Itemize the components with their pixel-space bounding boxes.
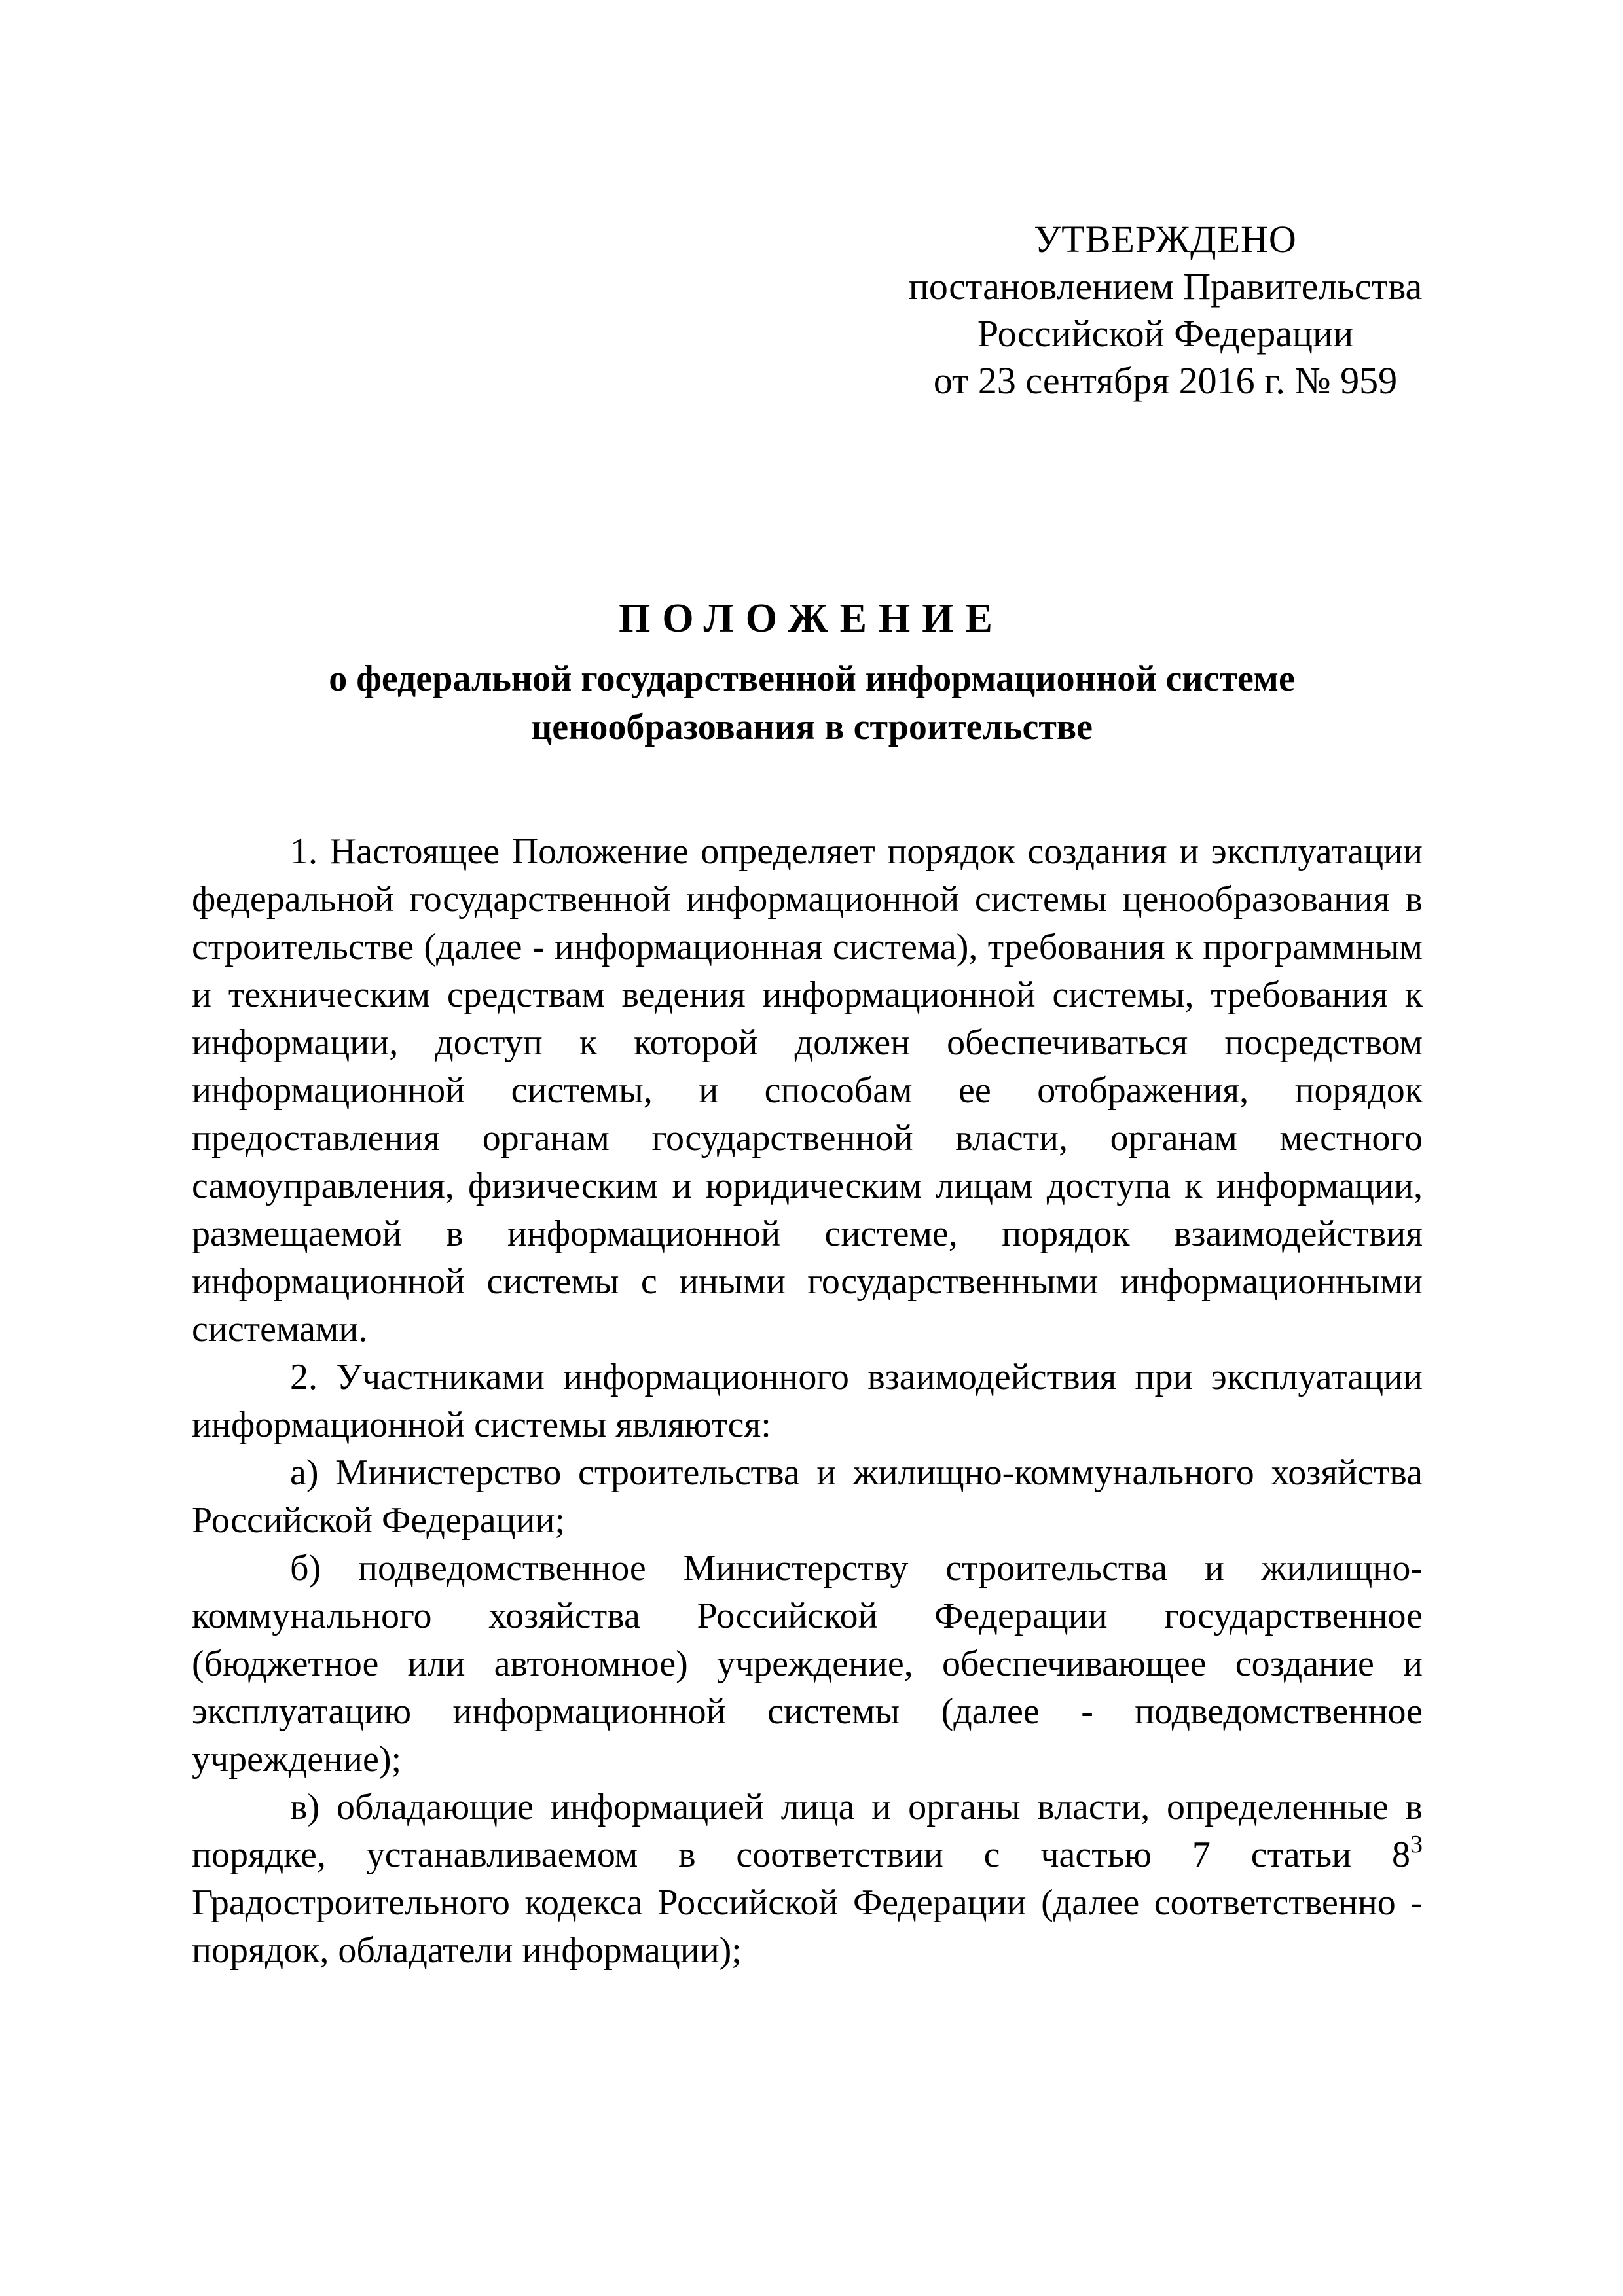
approval-decree-line: постановлением Правительства xyxy=(908,265,1423,308)
paragraph-2: 2. Участниками информационного взаимодействия при эксплуатации информационной системы являются: xyxy=(192,1357,1423,1445)
approval-date-number-line: от 23 сентября 2016 г. № 959 xyxy=(933,359,1398,402)
paragraph-2v xyxy=(192,1784,1423,1975)
paragraph-1: 1. Настоящее Положение определяет порядок создания и эксплуатации федеральной государственной информационной системы ценообразования в строительстве (далее - информационная система), требования к программным и техническим средствам ведения информационной системы, требования к информации, доступ к которой должен обеспечиваться посредством информационной системы, и способам ее отображения, порядок предоставления органам государственной власти, органам местного самоуправления, физическим и юридическим лицам доступа к информации, размещаемой в информационной системе, порядок взаимодействия информационной системы с иными государственными информационными системами. xyxy=(192,831,1423,1350)
document-subtitle xyxy=(223,655,1401,751)
paragraph-2a: а) Министерство строительства и жилищно-коммунального хозяйства Российской Федерации; xyxy=(192,1452,1423,1541)
paragraph-2v-part1: в) обладающие информацией лица и органы власти, определенные в порядке, устанавливаемом в соответствии с частью 7 статьи 8 xyxy=(192,1787,1423,1875)
paragraph-2b: б) подведомственное Министерству строительства и жилищно-коммунального хозяйства Российской Федерации государственное (бюджетное или автономное) учреждение, обеспечивающее создание и эксплуатацию информационной системы (далее - подведомственное учреждение); xyxy=(192,1548,1423,1780)
approval-country-line: Российской Федерации xyxy=(977,312,1354,355)
document-body xyxy=(192,828,1423,1975)
approval-stamp xyxy=(877,216,1453,404)
subtitle-line-2: ценообразования в строительстве xyxy=(531,707,1093,747)
article-superscript: 3 xyxy=(1410,1831,1423,1858)
approval-title: УТВЕРЖДЕНО xyxy=(1034,218,1297,260)
subtitle-line-1: о федеральной государственной информационной системе xyxy=(329,658,1295,699)
paragraph-2v-part2: Градостроительного кодекса Российской Федерации (далее соответственно - порядок, обладатели информации); xyxy=(192,1882,1423,1971)
document-title: ПОЛОЖЕНИЕ xyxy=(619,596,1004,641)
